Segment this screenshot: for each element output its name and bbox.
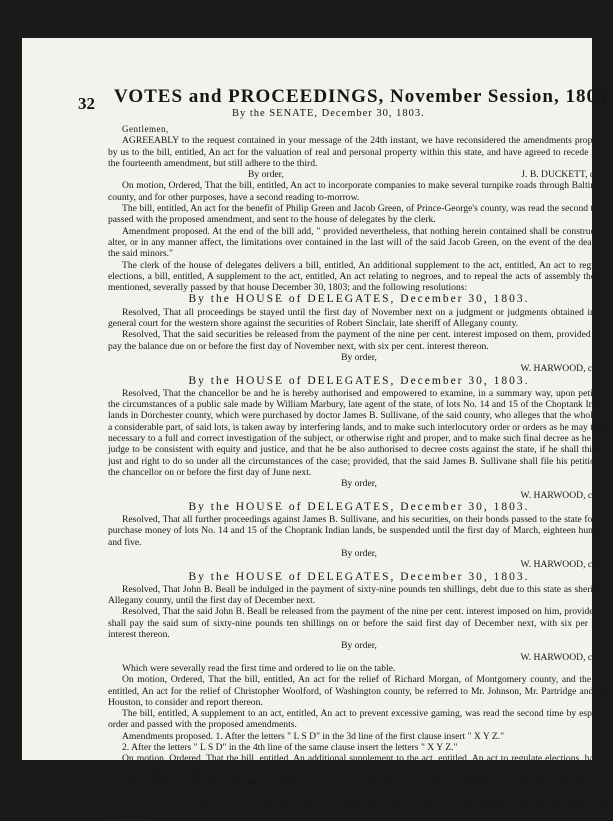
resolution-beall-indulged: Resolved, That John B. Beall be indulged in the payment of sixty-nine pounds ten shillings, debt due to this state as sheriff of Allegany county, until the first day of December next. xyxy=(108,583,610,607)
clerk-signature-harwood: W. HARWOOD, clk. xyxy=(520,489,602,501)
running-head: VOTES and PROCEEDINGS, November Session, 1803. xyxy=(114,86,613,107)
by-order: By order, xyxy=(341,640,377,652)
signature-block xyxy=(108,169,610,180)
clerk-signature-harwood: W. HARWOOD, clk. xyxy=(520,651,602,663)
house-heading: By the HOUSE of DELEGATES, December 30, 1803. xyxy=(188,500,530,513)
resolution-sullivane: Resolved, That all further proceedings against James B. Sullivane, and his securities, on their bonds passed to the state for the purchase money of lots No. 14 and 15 of the Choptank Indian lands, be suspended until the first day of March, eighteen hundred and five. xyxy=(108,514,610,548)
salutation: Gentlemen, xyxy=(122,124,169,134)
resolution-beall-release: Resolved, That the said John B. Beall be released from the payment of the nine per cent. interest imposed on him, provided he shall pay the said sum of sixty-nine pounds ten shillings on or before the said first day of December next, with six per cent. interest thereon. xyxy=(108,606,610,641)
by-order: By order, xyxy=(248,169,284,181)
paragraph-read-first-time: Which were severally read the first time and ordered to lie on the table. xyxy=(122,662,396,674)
paragraph-gaming-bill: The bill, entitled, A supplement to an act, entitled, An act to prevent excessive gaming, was read the second time by especial order and passed with the proposed amendments. xyxy=(108,708,610,731)
house-heading: By the HOUSE of DELEGATES, December 30, 1803. xyxy=(188,293,530,306)
paragraph-amendment-1: Amendments proposed. 1. After the letters " L S D" in the 3d line of the first clause insert " X Y Z." xyxy=(122,730,505,742)
paragraph-amendment: Amendment proposed. At the end of the bill add, " provided nevertheless, that nothing herein contained shall be construed to alter, or in any manner affect, the limitations over contained in the last will of the said Jacob Green, on the event of the death of the said minors." xyxy=(108,225,610,260)
paragraph-green-bill: The bill, entitled, An act for the benefit of Philip Green and Jacob Green, of Prince-George's county, was read the second time, passed with the proposed amendment, and sent to the house of delegates by the clerk. xyxy=(108,203,610,226)
paragraph-turnpike-order: On motion, Ordered, That the bill, entitled, An act to incorporate companies to make several turnpike roads through Baltimore county, and for other purposes, have a second reading to-morrow. xyxy=(108,180,610,203)
paragraph-clerk-delivers: The clerk of the house of delegates delivers a bill, entitled, An additional supplement to the act, entitled, An act to regulate elections, a bill, entitled, A supplement to the act, entitled, An act relating to negroes, and to repeal the acts of assembly therein mentioned, severally passed by that house December 30, 1803; and the following resolutions: xyxy=(108,259,610,294)
paragraph-nicholls: The resolution in favour of Thomas Nicholls, of Simon, was read the second time, dissented from, and sent to the house of delegates by the clerk. xyxy=(108,775,610,799)
document-page xyxy=(22,38,613,821)
resolution-chancellor: Resolved, That the chancellor be and he is hereby authorised and empowered to examine, in a summary way, upon petition, the circumstances of a public sale made by William Marbury, late agent of the state, of lots No. 14 and 15 of the Choptank Indian lands in Dorchester county, which were purchased by doctor James B. Sullivane, of the said county, who alleges that the whole, or a considerable part, of said lots, is taken away by interfering lands, and to make such interlocutory order or orders as he may think necessary to a full and correct investigation of the subject, or otherwise right and proper, and to make such final decree as he may judge to be consistent with equity and justice, and that he be also authorised to decree costs against the state, if he shall think it just and right to do so under all the circumstances of the case; provided, that the said James B. Sullivane shall file his petition to the chancellor on or before the first day of June next. xyxy=(108,387,610,478)
house-heading: By the HOUSE of DELEGATES, December 30, 1803. xyxy=(188,374,530,387)
document-body xyxy=(108,124,610,821)
paragraph-amendment-2: 2. After the letters " L S D" in the 4th line of the same clause insert the letters " X Y Z." xyxy=(122,742,458,754)
clerk-signature-harwood: W. HARWOOD, clk. xyxy=(520,363,602,375)
page-number: 32 xyxy=(78,94,95,113)
resolution-sinclair-release: Resolved, That the said securities be released from the payment of the nine per cent. interest imposed on them, provided they pay the balance due on or before the first day of November next, with six per cent. interest thereon. xyxy=(108,329,610,352)
clerk-signature-duckett: J. B. DUCKETT, clk. xyxy=(521,169,604,181)
resolution-sinclair-stay: Resolved, That all proceedings be stayed until the first day of November next on a judgment or judgments obtained in the general court for the western shore against the securities of Robert Sinclair, late sheriff of Allegany county. xyxy=(108,306,610,330)
senate-heading: By the SENATE, December 30, 1803. xyxy=(232,108,425,119)
by-order: By order, xyxy=(341,547,377,559)
by-order: By order, xyxy=(341,478,377,490)
paragraph-jackson: On motion, the question was put, That the senate reconsider the resolution in favour of Thomas Jackson? Resolved in the affirmative. xyxy=(108,798,610,821)
paragraph-elections-order: On motion, Ordered, That the bill, entitled, An additional supplement to the act, entitled, An act to regulate elections, have a second reading on to-morrow. xyxy=(108,753,610,776)
house-heading: By the HOUSE of DELEGATES, December 30, 1803. xyxy=(188,570,530,583)
by-order: By order, xyxy=(341,351,377,363)
clerk-signature-harwood: W. HARWOOD, clk. xyxy=(520,559,602,571)
paragraph-relief-bills: On motion, Ordered, That the bill, entitled, An act for the relief of Richard Morgan, of Montgomery county, and the bill, entitled, An act for the relief of Christopher Woolford, of Washington county, be referred to Mr. Johnson, Mr. Partridge and Mr. Houston, to consider and report thereon. xyxy=(108,674,610,708)
paragraph-senate-message: AGREEABLY to the request contained in your message of the 24th instant, we have reconsidered the amendments proposed by us to the bill, entitled, An act for the valuation of real and personal property within this state, and have agreed to recede from the fourteenth amendment, but still adhere to the third. xyxy=(108,135,610,169)
